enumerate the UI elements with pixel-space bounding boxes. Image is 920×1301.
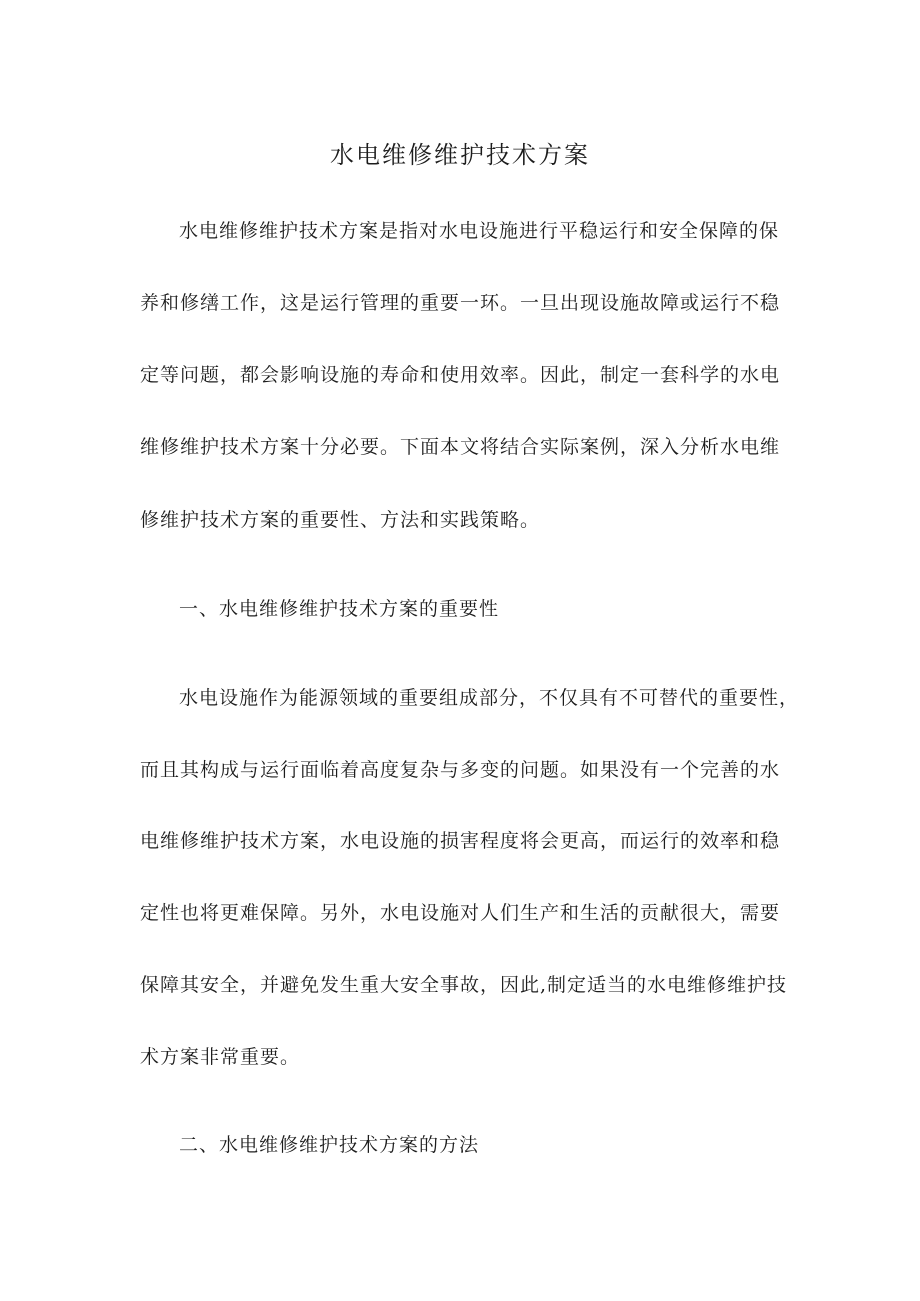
paragraph-line: 养和修缮工作，这是运行管理的重要一环。一旦出现设施故障或运行不稳 (140, 292, 781, 314)
paragraph-line: 定性也将更难保障。另外，水电设施对人们生产和生活的贡献很大，需要 (140, 902, 781, 924)
paragraph-line: 电维修维护技术方案，水电设施的损害程度将会更高，而运行的效率和稳 (140, 830, 781, 852)
paragraph-line: 水电设施作为能源领域的重要组成部分，不仅具有不可替代的重要性， (179, 687, 800, 709)
document-title: 水电维修维护技术方案 (330, 141, 590, 169)
section-heading-1: 一、水电维修维护技术方案的重要性 (179, 598, 500, 620)
paragraph-line: 修维护技术方案的重要性、方法和实践策略。 (140, 509, 541, 531)
section-heading-2: 二、水电维修维护技术方案的方法 (179, 1134, 480, 1156)
paragraph-line: 术方案非常重要。 (140, 1046, 301, 1068)
paragraph-line: 而且其构成与运行面临着高度复杂与多变的问题。如果没有一个完善的水 (140, 759, 781, 781)
paragraph-line: 水电维修维护技术方案是指对水电设施进行平稳运行和安全保障的保 (179, 220, 780, 242)
paragraph-line: 维修维护技术方案十分必要。下面本文将结合实际案例，深入分析水电维 (140, 436, 781, 458)
paragraph-line: 定等问题，都会影响设施的寿命和使用效率。因此，制定一套科学的水电 (140, 364, 781, 386)
paragraph-line: 保障其安全，并避免发生重大安全事故，因此,制定适当的水电维修维护技 (140, 974, 788, 996)
